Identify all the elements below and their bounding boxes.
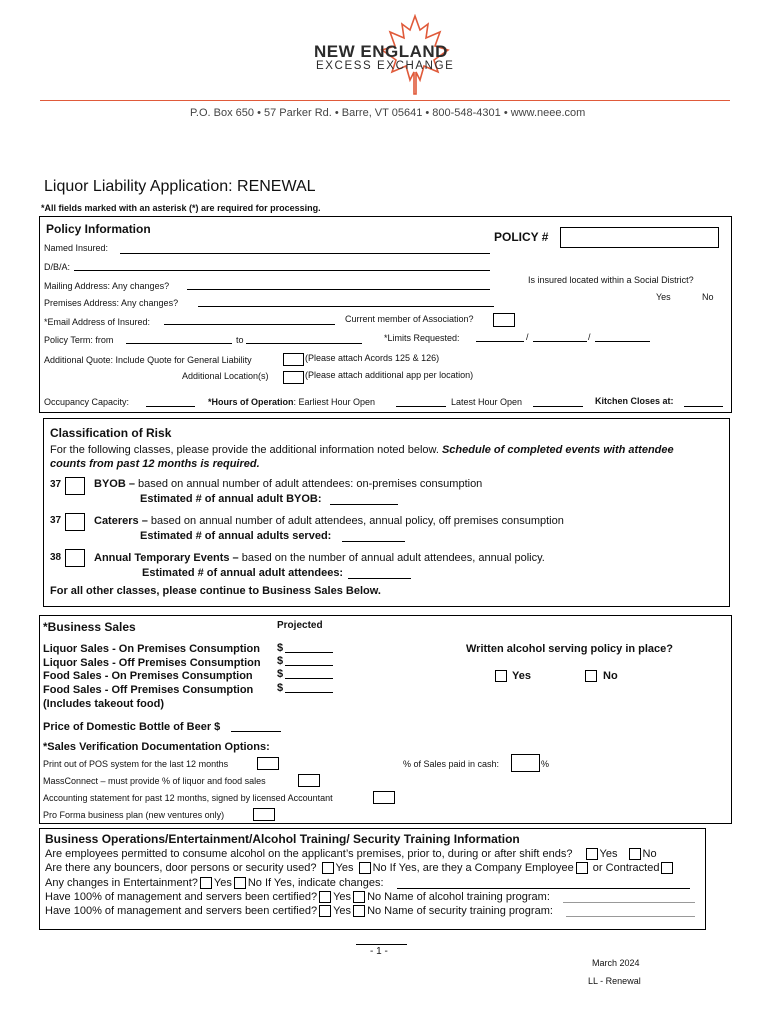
q4-no-text: No Name of alcohol training program: xyxy=(367,891,550,903)
page-number: - 1 - xyxy=(370,946,388,957)
projected-label: Projected xyxy=(277,620,323,631)
q5-no-text: No Name of security training program: xyxy=(367,905,553,917)
hours-label: *Hours of Operation xyxy=(208,397,294,407)
security-training-field[interactable] xyxy=(566,906,695,917)
premises-address-field[interactable] xyxy=(198,296,494,307)
policy-term-to-field[interactable] xyxy=(246,333,362,344)
class-code-byob: 37 xyxy=(50,479,62,490)
q3-if-text: No If Yes, indicate changes: xyxy=(247,877,384,889)
kitchen-closes-label: Kitchen Closes at: xyxy=(595,396,674,406)
q5-text: Have 100% of management and servers been certified? xyxy=(45,905,318,917)
liquor-off-field[interactable] xyxy=(285,655,333,666)
byob-estimate-field[interactable] xyxy=(330,494,398,505)
serving-policy-no-label: No xyxy=(603,670,618,682)
q2-row xyxy=(45,862,675,874)
q2-yes-checkbox[interactable] xyxy=(322,862,334,874)
email-label: *Email Address of Insured: xyxy=(44,317,151,327)
caterers-checkbox[interactable] xyxy=(65,513,85,531)
limits-field-2[interactable] xyxy=(533,331,587,342)
header-rule xyxy=(40,100,730,101)
alcohol-training-field[interactable] xyxy=(563,892,695,903)
dollar-sign-1: $ xyxy=(277,642,284,654)
sales-item-food-off: Food Sales - Off Premises Consumption xyxy=(43,684,254,696)
byob-description xyxy=(94,478,482,490)
beer-price-field[interactable] xyxy=(231,721,281,732)
q1-row xyxy=(45,848,657,860)
earliest-hour-label: : Earliest Hour Open xyxy=(293,397,376,407)
cash-percent-label: % of Sales paid in cash: xyxy=(403,759,500,769)
q3-text: Any changes in Entertainment? xyxy=(45,877,198,889)
caterers-description xyxy=(94,515,564,527)
sales-heading: *Business Sales xyxy=(43,620,136,634)
q4-row xyxy=(45,891,550,903)
byob-desc: based on annual number of adult attendees: on-premises consumption xyxy=(134,478,483,490)
social-district-no[interactable]: No xyxy=(702,292,714,302)
policy-term-from-field[interactable] xyxy=(126,333,232,344)
q3-row xyxy=(45,877,384,889)
massconnect-label: MassConnect – must provide % of liquor and food sales xyxy=(43,776,266,786)
beer-price-label: Price of Domestic Bottle of Beer $ xyxy=(43,721,221,733)
dollar-sign-2: $ xyxy=(277,655,284,667)
byob-estimate-label: Estimated # of annual adult BYOB: xyxy=(140,493,322,505)
named-insured-label: Named Insured: xyxy=(44,243,109,253)
policy-number-label: POLICY # xyxy=(494,230,549,244)
q2-contracted-checkbox[interactable] xyxy=(661,862,673,874)
limits-field-3[interactable] xyxy=(595,331,650,342)
q1-yes-checkbox[interactable] xyxy=(586,848,598,860)
liquor-on-field[interactable] xyxy=(285,642,333,653)
entertainment-changes-field[interactable] xyxy=(397,878,690,889)
temporary-desc: based on the number of annual adult attendees, annual policy. xyxy=(238,552,545,564)
q5-yes-checkbox[interactable] xyxy=(319,905,331,917)
q1-no-label: No xyxy=(642,848,657,860)
q4-yes-label: Yes xyxy=(333,891,352,903)
named-insured-field[interactable] xyxy=(120,243,490,254)
q2-text: Are there any bouncers, door persons or security used? xyxy=(45,862,317,874)
association-label: Current member of Association? xyxy=(345,314,474,324)
sales-item-liquor-on: Liquor Sales - On Premises Consumption xyxy=(43,643,260,655)
q2-employee-checkbox[interactable] xyxy=(576,862,588,874)
dollar-sign-4: $ xyxy=(277,682,284,694)
limits-label: *Limits Requested: xyxy=(384,333,460,343)
limits-separator-1: / xyxy=(526,332,529,342)
acords-note: (Please attach Acords 125 & 126) xyxy=(305,353,440,363)
percent-sign: % xyxy=(541,759,550,769)
serving-policy-yes-label: Yes xyxy=(512,670,531,682)
classification-intro-bold-1: Schedule of completed events with attendee xyxy=(441,444,674,456)
temporary-events-checkbox[interactable] xyxy=(65,549,85,567)
q2-if-text: No If Yes, are they a Company Employee xyxy=(372,862,574,874)
social-district-question: Is insured located within a Social District? xyxy=(528,275,694,285)
latest-hour-label: Latest Hour Open xyxy=(451,397,523,407)
additional-app-note: (Please attach additional app per location) xyxy=(305,370,474,380)
latest-hour-field[interactable] xyxy=(533,396,583,407)
policy-heading: Policy Information xyxy=(46,222,151,236)
policy-term-to-label: to xyxy=(236,335,244,345)
limits-separator-2: / xyxy=(588,332,591,342)
classification-heading: Classification of Risk xyxy=(50,426,172,440)
class-code-temporary: 38 xyxy=(50,552,62,563)
q2-no-checkbox[interactable] xyxy=(359,862,371,874)
cash-percent-field[interactable] xyxy=(511,754,540,772)
proforma-checkbox[interactable] xyxy=(253,808,275,821)
caterers-desc: based on annual number of adult attendees, annual policy, off premises consumption xyxy=(147,515,564,527)
q1-yes-label: Yes xyxy=(599,848,618,860)
policy-number-field[interactable] xyxy=(560,227,719,248)
accounting-label: Accounting statement for past 12 months, signed by licensed Accountant xyxy=(43,793,333,803)
byob-name: BYOB – xyxy=(94,478,135,490)
footer-date: March 2024 xyxy=(592,958,640,968)
temporary-estimate-field[interactable] xyxy=(348,568,411,579)
classification-footer: For all other classes, please continue to Business Sales Below. xyxy=(50,585,381,597)
serving-policy-question: Written alcohol serving policy in place? xyxy=(466,643,674,655)
serving-policy-yes-checkbox[interactable] xyxy=(495,670,507,682)
caterers-estimate-field[interactable] xyxy=(342,531,405,542)
massconnect-checkbox[interactable] xyxy=(298,774,320,787)
byob-checkbox[interactable] xyxy=(65,477,85,495)
serving-policy-no-checkbox[interactable] xyxy=(585,670,597,682)
q3-yes-checkbox[interactable] xyxy=(200,877,212,889)
pos-label: Print out of POS system for the last 12 months xyxy=(43,759,229,769)
dba-field[interactable] xyxy=(74,260,490,271)
caterers-estimate-label: Estimated # of annual adults served: xyxy=(140,530,332,542)
additional-locations-checkbox[interactable] xyxy=(283,371,304,384)
sales-item-liquor-off: Liquor Sales - Off Premises Consumption xyxy=(43,657,261,669)
q4-no-checkbox[interactable] xyxy=(353,891,365,903)
additional-quote-label: Additional Quote: Include Quote for General Liability xyxy=(44,355,252,365)
logo-line-2: EXCESS EXCHANGE xyxy=(316,60,455,72)
dollar-sign-3: $ xyxy=(277,668,284,680)
q1-text: Are employees permitted to consume alcohol on the applicant’s premises, prior to, during or after shift ends? xyxy=(45,848,573,860)
mailing-address-field[interactable] xyxy=(187,279,490,290)
takeout-note: (Includes takeout food) xyxy=(43,698,164,710)
sales-item-food-on: Food Sales - On Premises Consumption xyxy=(43,670,253,682)
food-on-field[interactable] xyxy=(285,668,333,679)
accounting-checkbox[interactable] xyxy=(373,791,395,804)
classification-intro xyxy=(50,444,674,456)
limits-field-1[interactable] xyxy=(476,331,524,342)
q2-or-text: or Contracted xyxy=(592,862,660,874)
food-off-field[interactable] xyxy=(285,682,333,693)
additional-locations-label: Additional Location(s) xyxy=(182,371,269,381)
dba-label: D/B/A: xyxy=(44,262,71,272)
policy-term-from-label: Policy Term: from xyxy=(44,335,114,345)
footer-rule xyxy=(356,944,407,945)
q4-yes-checkbox[interactable] xyxy=(319,891,331,903)
classification-intro-text: For the following classes, please provide the additional information noted below. xyxy=(50,444,442,456)
temporary-name: Annual Temporary Events – xyxy=(94,552,239,564)
pos-checkbox[interactable] xyxy=(257,757,279,770)
association-checkbox[interactable] xyxy=(493,313,515,327)
footer-form-id: LL - Renewal xyxy=(588,976,641,986)
page-title: Liquor Liability Application: RENEWAL xyxy=(44,178,316,195)
social-district-yes[interactable]: Yes xyxy=(656,292,671,302)
logo-line-1: NEW ENGLAND xyxy=(314,42,448,61)
kitchen-closes-field[interactable] xyxy=(684,396,723,407)
proforma-label: Pro Forma business plan (new ventures only) xyxy=(43,810,225,820)
temporary-description xyxy=(94,552,545,564)
q5-yes-label: Yes xyxy=(333,905,352,917)
q4-text: Have 100% of management and servers been certified? xyxy=(45,891,318,903)
company-address: P.O. Box 650 • 57 Parker Rd. • Barre, VT 05641 • 800-548-4301 • www.neee.com xyxy=(190,107,586,119)
caterers-name: Caterers – xyxy=(94,515,148,527)
general-liability-checkbox[interactable] xyxy=(283,353,304,366)
classification-intro-bold-2: counts from past 12 months is required. xyxy=(50,458,260,470)
q2-yes-label: Yes xyxy=(335,862,354,874)
sales-verification-heading: *Sales Verification Documentation Options: xyxy=(43,741,270,753)
q5-row xyxy=(45,905,553,917)
occupancy-field[interactable] xyxy=(146,396,195,407)
mailing-address-label: Mailing Address: Any changes? xyxy=(44,281,170,291)
required-note: *All fields marked with an asterisk (*) are required for processing. xyxy=(41,203,321,213)
q3-yes-label: Yes xyxy=(213,877,232,889)
occupancy-label: Occupancy Capacity: xyxy=(44,397,130,407)
class-code-caterers: 37 xyxy=(50,515,62,526)
q5-no-checkbox[interactable] xyxy=(353,905,365,917)
hours-of-operation xyxy=(208,397,375,407)
q3-no-checkbox[interactable] xyxy=(234,877,246,889)
email-field[interactable] xyxy=(164,314,335,325)
q1-no-checkbox[interactable] xyxy=(629,848,641,860)
earliest-hour-field[interactable] xyxy=(396,396,446,407)
premises-address-label: Premises Address: Any changes? xyxy=(44,298,179,308)
operations-heading: Business Operations/Entertainment/Alcohol Training/ Security Training Information xyxy=(45,832,520,846)
temporary-estimate-label: Estimated # of annual adult attendees: xyxy=(142,567,344,579)
